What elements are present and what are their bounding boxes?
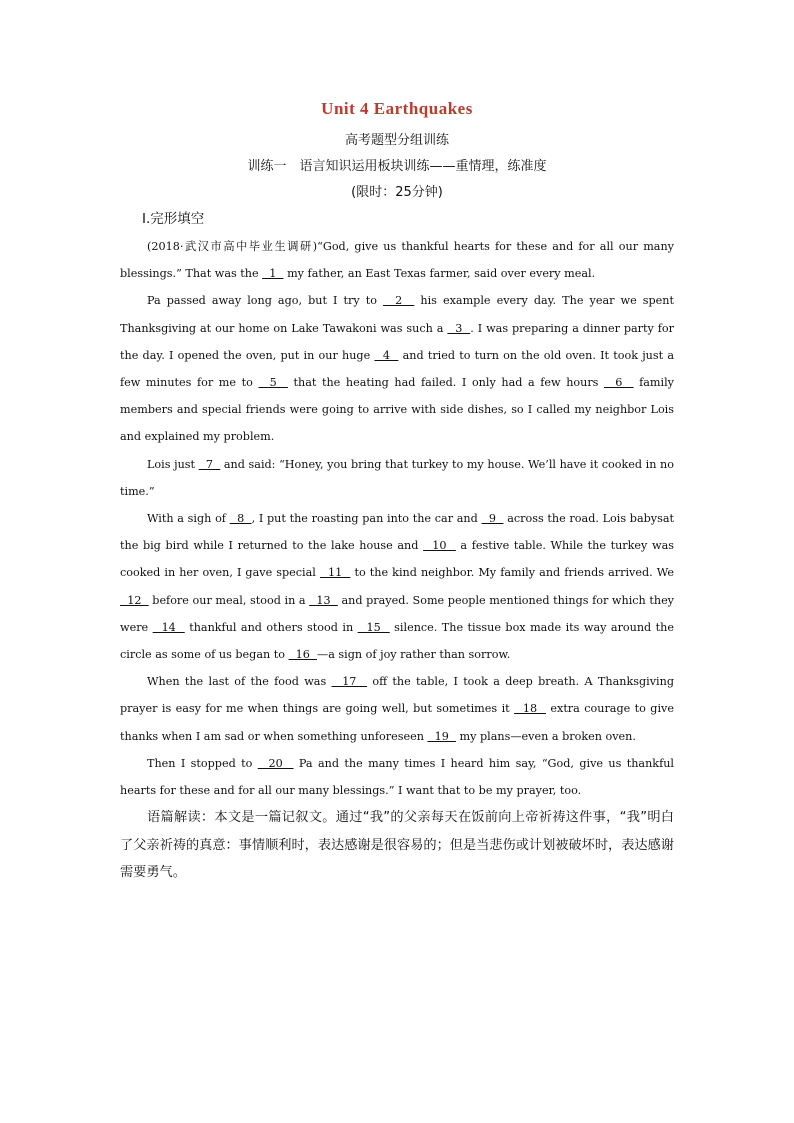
- cloze-blank: 5: [258, 376, 288, 390]
- passage-paragraph: [120, 750, 674, 804]
- cloze-blank: 19: [427, 729, 456, 743]
- passage-text: . I was preparing a dinner party for the day. I opened the oven, put in our huge: [120, 321, 675, 362]
- passage-text: With a sigh of: [147, 512, 230, 526]
- passage-text: (2018·武汉市高中毕业生调研)“God, give us thankful hearts for these and for all our many blessings.” That was the: [120, 240, 674, 281]
- passage-analysis: 语篇解读：本文是一篇记叙文。通过“我”的父亲每天在饭前向上帝祈祷这件事，“我”明白了父亲祈祷的真意：事情顺利时，表达感谢是很容易的；但是当悲伤或计划被破坏时，表达感谢需要勇气。: [120, 810, 674, 881]
- passage-paragraph: [120, 451, 674, 505]
- cloze-blank: 6: [604, 376, 634, 390]
- passage-text: before our meal, stood in a: [148, 593, 310, 607]
- cloze-blank: 12: [120, 593, 149, 607]
- section-heading: Ⅰ.完形填空: [142, 211, 205, 227]
- cloze-blank: 4: [374, 348, 399, 362]
- time-limit: (限时：25分钟): [351, 185, 443, 200]
- passage-text: Pa and the many times I heard him say, “God, give us thankful hearts for these and for all our many blessings.” I want that to be my prayer, too.: [120, 756, 674, 798]
- passage-paragraph: [120, 287, 674, 450]
- passage-text: Then I stopped to: [147, 756, 258, 770]
- cloze-blank: 13: [309, 593, 338, 607]
- document-page: [120, 98, 674, 887]
- passage-text: a festive table. While the turkey was cooked in her oven, I gave special: [120, 539, 674, 580]
- cloze-blank: 15: [357, 620, 390, 634]
- passage-text: , I put the roasting pan into the car and: [251, 512, 482, 526]
- cloze-blank: 20: [257, 756, 294, 770]
- passage-text: extra courage to give thanks when I am sad or when something unforeseen: [120, 702, 674, 743]
- cloze-blank: 10: [423, 539, 456, 553]
- cloze-blank: 17: [331, 675, 368, 689]
- cloze-passage: [120, 233, 674, 804]
- passage-text: and tried to turn on the old oven. It took just a few minutes for me to: [120, 348, 674, 390]
- passage-paragraph: [120, 505, 674, 668]
- passage-text: his example every day. The year we spent Thanksgiving at our home on Lake Tawakoni was such a: [120, 294, 674, 335]
- passage-paragraph: [120, 668, 674, 750]
- passage-paragraph: [120, 233, 674, 287]
- cloze-blank: 16: [288, 648, 318, 662]
- unit-title: Unit 4 Earthquakes: [321, 99, 473, 118]
- passage-text: —a sign of joy rather than sorrow.: [317, 648, 511, 662]
- passage-text: thankful and others stood in: [184, 620, 358, 634]
- passage-text: across the road. Lois babysat the big bird while I returned to the lake house and: [120, 512, 675, 553]
- cloze-blank: 1: [262, 267, 284, 281]
- passage-text: Lois just: [147, 457, 199, 471]
- passage-text: and prayed. Some people mentioned things for which they were: [120, 593, 675, 634]
- passage-text: When the last of the food was: [147, 675, 332, 689]
- cloze-blank: 8: [229, 512, 252, 526]
- cloze-blank: 18: [514, 702, 546, 716]
- cloze-blank: 7: [198, 457, 221, 471]
- passage-text: that the heating had failed. I only had a few hours: [287, 376, 605, 390]
- passage-text: silence. The tissue box made its way around the circle as some of us began to: [120, 620, 675, 662]
- passage-text: my plans—even a broken oven.: [455, 729, 636, 743]
- cloze-blank: 9: [481, 512, 504, 526]
- passage-text: my father, an East Texas farmer, said over every meal.: [283, 267, 596, 281]
- exam-type-subtitle: 高考题型分组训练: [344, 133, 449, 148]
- passage-text: to the kind neighbor. My family and friends arrived. We: [350, 566, 674, 580]
- cloze-blank: 14: [152, 620, 185, 634]
- passage-text: off the table, I took a deep breath. A Thanksgiving prayer is easy for me when things are going well, but sometimes it: [120, 675, 674, 716]
- cloze-blank: 2: [383, 294, 415, 308]
- passage-text: and said: “Honey, you bring that turkey to my house. We’ll have it cooked in no time.”: [120, 457, 674, 498]
- training-subtitle: 训练一 语言知识运用板块训练——重情理，练准度: [247, 159, 547, 174]
- cloze-blank: 11: [319, 566, 351, 580]
- cloze-blank: 3: [447, 321, 471, 335]
- passage-text: family members and special friends were going to arrive with side dishes, so I called my neighbor Lois and explained my problem.: [120, 376, 675, 444]
- passage-text: Pa passed away long ago, but I try to: [147, 294, 383, 308]
